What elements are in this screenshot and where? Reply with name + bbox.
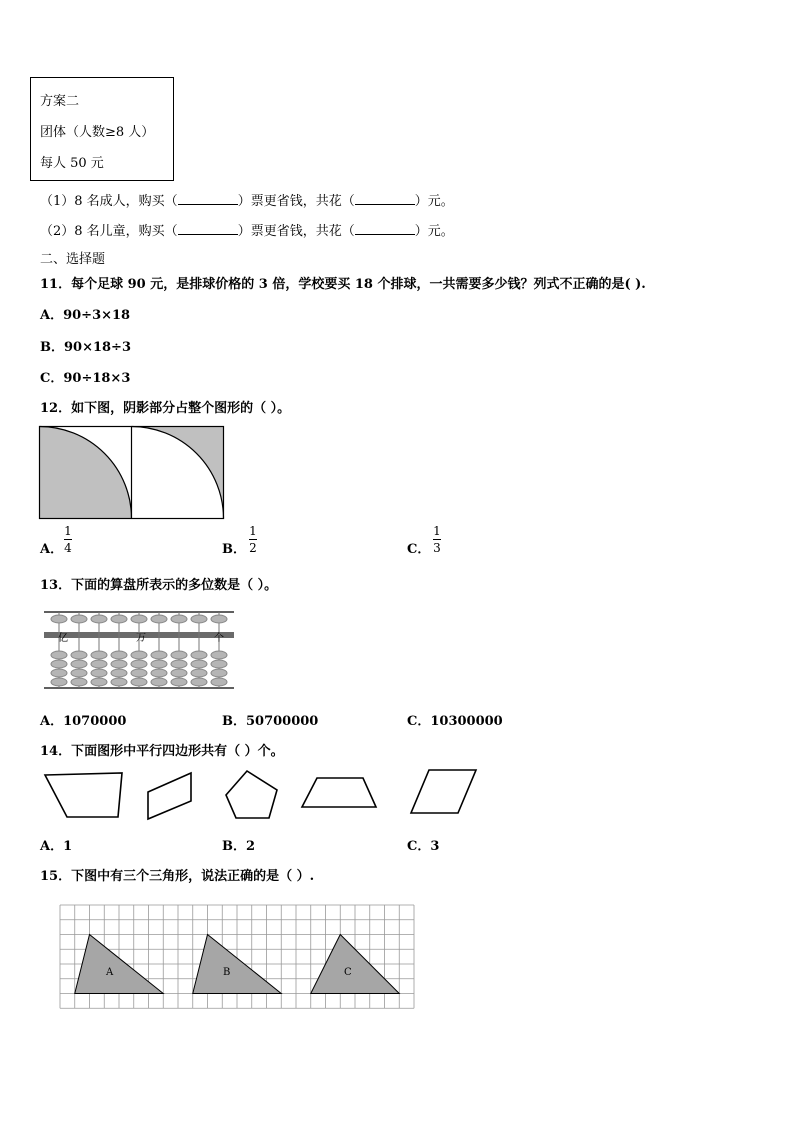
q11-option-b[interactable]: B．90×18÷3 [40,340,132,355]
q14-stem: 14．下面图形中平行四边形共有（ ）个。 [40,744,284,759]
q12-option-a-fraction: 1 4 [64,524,72,555]
abacus-bead [91,669,107,677]
triangle-label-c: C [344,967,352,978]
plan-title: 方案二 [40,94,80,109]
q11-option-c[interactable]: C．90÷18×3 [40,371,131,386]
abacus-bead [91,651,107,659]
answer-blank[interactable] [355,223,415,235]
q12-option-a-label[interactable]: A． [40,542,64,557]
plan-line-group: 团体（人数≥8 人） [40,125,155,140]
abacus-bead [111,660,127,668]
abacus-bead [131,651,147,659]
abacus-bead [131,615,147,623]
abacus-bead [51,678,67,686]
q15-stem: 15．下图中有三个三角形，说法正确的是（ ）. [40,869,315,884]
abacus-bead [91,678,107,686]
abacus-bead [151,669,167,677]
abacus-bead [211,651,227,659]
triangle-label-b: B [223,967,231,978]
triangle-grid-figure [60,905,414,1010]
plan-line-price: 每人 50 元 [40,156,104,171]
abacus-bead [211,660,227,668]
parallelogram-shape-1 [148,773,191,819]
abacus-bead [51,651,67,659]
abacus-bead [51,615,67,623]
abacus-mark-yi: 亿 [58,633,68,644]
answer-blank[interactable] [178,193,238,205]
pentagon-shape [226,771,277,818]
abacus-bead [111,669,127,677]
quadrilaterals-figure [40,765,490,825]
triangle-label-a: A [106,967,114,978]
abacus-bead [211,678,227,686]
abacus-bead [151,615,167,623]
q12-option-b-label[interactable]: B． [222,542,246,557]
abacus-bead [191,651,207,659]
abacus-bead [51,660,67,668]
abacus-bead [211,669,227,677]
abacus-mark-wan: 万 [136,633,146,644]
q14-option-a[interactable]: A．1 [40,839,73,854]
abacus-bead [151,651,167,659]
abacus-bead [171,660,187,668]
abacus-figure [44,610,234,690]
q12-option-b-fraction: 1 2 [249,524,257,555]
abacus-bead [71,651,87,659]
q11-option-a[interactable]: A．90÷3×18 [40,308,131,323]
subquestion-1: （1）8 名成人，购买（ ）票更省钱，共花（ ）元。 [40,194,454,209]
q13-stem: 13．下面的算盘所表示的多位数是（ ）。 [40,578,278,593]
abacus-bead [71,660,87,668]
abacus-bead [91,615,107,623]
trapezoid-shape-1 [45,773,122,817]
q13-option-b[interactable]: B．50700000 [222,714,319,729]
abacus-bead [191,615,207,623]
trapezoid-shape-2 [302,778,376,807]
abacus-bead [171,615,187,623]
abacus-bead [91,660,107,668]
abacus-bead [151,660,167,668]
plan-box [30,77,174,181]
q14-option-c[interactable]: C．3 [407,839,440,854]
q12-option-c-label[interactable]: C． [407,542,431,557]
answer-blank[interactable] [355,193,415,205]
abacus-bead [71,615,87,623]
abacus-bead [131,660,147,668]
q13-option-a[interactable]: A．1070000 [40,714,127,729]
abacus-bead [71,678,87,686]
abacus-bead [131,678,147,686]
answer-blank[interactable] [178,223,238,235]
subquestion-2: （2）8 名儿童，购买（ ）票更省钱，共花（ ）元。 [40,224,454,239]
abacus-bead [111,615,127,623]
abacus-bead [171,678,187,686]
abacus-bead [131,669,147,677]
q14-option-b[interactable]: B．2 [222,839,256,854]
q11-stem: 11．每个足球 90 元，是排球价格的 3 倍，学校要买 18 个排球，一共需要多少钱？列式不正确的是( ). [40,277,646,292]
abacus-bead [51,669,67,677]
section-title: 二、选择题 [40,252,106,267]
q12-option-c-fraction: 1 3 [433,524,441,555]
abacus-bead [111,651,127,659]
abacus-bead [111,678,127,686]
abacus-mark-ge: 个 [214,633,224,644]
q12-stem: 12．如下图，阴影部分占整个图形的（ ）。 [40,401,291,416]
abacus-bead [71,669,87,677]
abacus-bead [191,678,207,686]
abacus-bead [191,660,207,668]
abacus-bead [191,669,207,677]
abacus-bead [171,651,187,659]
q13-option-c[interactable]: C．10300000 [407,714,503,729]
abacus-bead [171,669,187,677]
abacus-bead [211,615,227,623]
parallelogram-shape-2 [411,770,476,813]
quarter-circle-figure [39,426,225,520]
abacus-bead [151,678,167,686]
